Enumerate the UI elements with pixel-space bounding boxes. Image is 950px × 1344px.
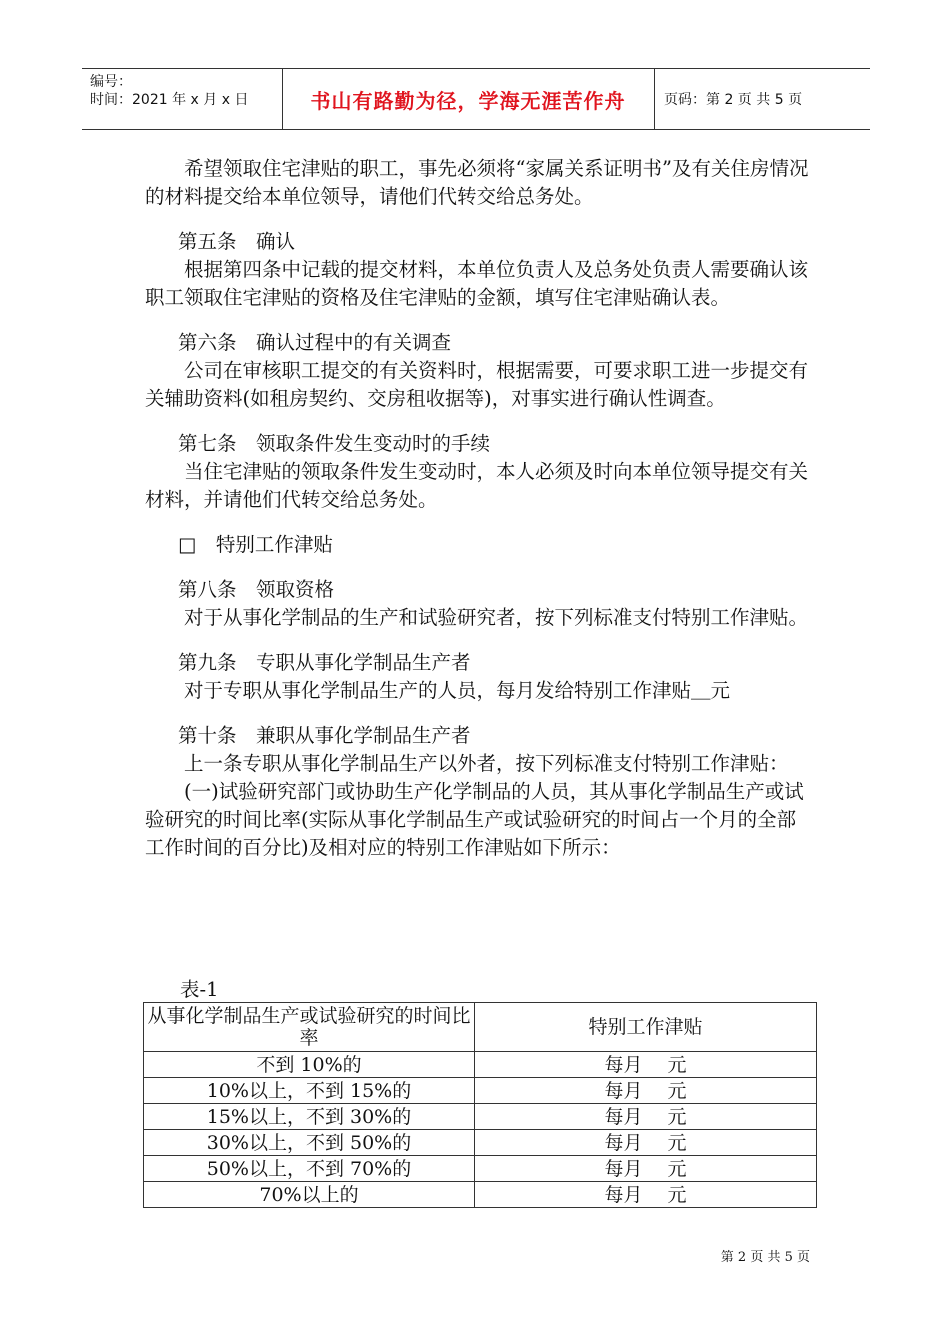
header-motto-cell — [282, 69, 655, 129]
paragraph: 当住宅津贴的领取条件发生变动时，本人必须及时向本单位领导提交有关材料，并请他们代转交给总务处。 — [145, 460, 809, 511]
article-title: 第五条 确认 — [178, 230, 296, 253]
page-footer: 第 2 页 共 5 页 — [720, 1250, 810, 1265]
header-motto: 书山有路勤为径，学海无涯苦作舟 — [310, 88, 626, 113]
table-header-row — [144, 1003, 817, 1052]
header-page-number: 页码：第 2 页 共 5 页 — [664, 92, 803, 108]
table-cell: 每月 元 — [475, 1130, 817, 1156]
table-cell: 50%以上，不到 70%的 — [144, 1156, 475, 1182]
table-row — [144, 1078, 817, 1104]
table-cell: 每月 元 — [475, 1078, 817, 1104]
table-cell: 30%以上，不到 50%的 — [144, 1130, 475, 1156]
table-row — [144, 1130, 817, 1156]
paragraph: 根据第四条中记载的提交材料，本单位负责人及总务处负责人需要确认该职工领取住宅津贴的资格及住宅津贴的金额，填写住宅津贴确认表。 — [145, 258, 809, 309]
allowance-table — [143, 1002, 817, 1208]
table-cell: 每月 元 — [475, 1156, 817, 1182]
article-title: 第七条 领取条件发生变动时的手续 — [178, 432, 491, 455]
table-cell: 70%以上的 — [144, 1182, 475, 1208]
header-meta — [82, 69, 283, 129]
table-row — [144, 1182, 817, 1208]
table-cell: 10%以上，不到 15%的 — [144, 1078, 475, 1104]
article-title: 第六条 确认过程中的有关调查 — [178, 331, 452, 354]
paragraph: 对于专职从事化学制品生产的人员，每月发给特别工作津贴＿元 — [184, 679, 731, 702]
page-header — [82, 68, 870, 130]
paragraph: 对于从事化学制品的生产和试验研究者，按下列标准支付特别工作津贴。 — [184, 606, 809, 629]
table-header-cell: 特别工作津贴 — [475, 1003, 817, 1052]
table-row — [144, 1156, 817, 1182]
document-body — [145, 155, 815, 862]
paragraph: 上一条专职从事化学制品生产以外者，按下列标准支付特别工作津贴： — [184, 752, 789, 775]
paragraph: 公司在审核职工提交的有关资料时，根据需要，可要求职工进一步提交有关辅助资料(如租房契约、交房租收据等)，对事实进行确认性调查。 — [145, 359, 809, 410]
article-title: 第九条 专职从事化学制品生产者 — [178, 651, 471, 674]
table-header-cell: 从事化学制品生产或试验研究的时间比率 — [144, 1003, 475, 1052]
table-cell: 每月 元 — [475, 1052, 817, 1078]
table-row — [144, 1104, 817, 1130]
table-cell: 每月 元 — [475, 1104, 817, 1130]
article-title: 第十条 兼职从事化学制品生产者 — [178, 724, 471, 747]
table-caption: 表-1 — [180, 978, 219, 1001]
section-title: □ 特别工作津贴 — [178, 533, 333, 556]
table-row — [144, 1052, 817, 1078]
table-cell: 15%以上，不到 30%的 — [144, 1104, 475, 1130]
table-cell: 不到 10%的 — [144, 1052, 475, 1078]
paragraph: 希望领取住宅津贴的职工，事先必须将“家属关系证明书”及有关住房情况的材料提交给本单位领导，请他们代转交给总务处。 — [145, 157, 809, 208]
document-date: 时间：2021 年 x 月 x 日 — [90, 92, 249, 108]
table-cell: 每月 元 — [475, 1182, 817, 1208]
list-item: (一)试验研究部门或协助生产化学制品的人员，其从事化学制品生产或试验研究的时间比率(实际从事化学制品生产或试验研究的时间占一个月的全部工作时间的百分比)及相对应的特别工作津贴如下所示： — [145, 780, 804, 859]
article-title: 第八条 领取资格 — [178, 578, 335, 601]
document-number: 编号： — [90, 74, 132, 90]
